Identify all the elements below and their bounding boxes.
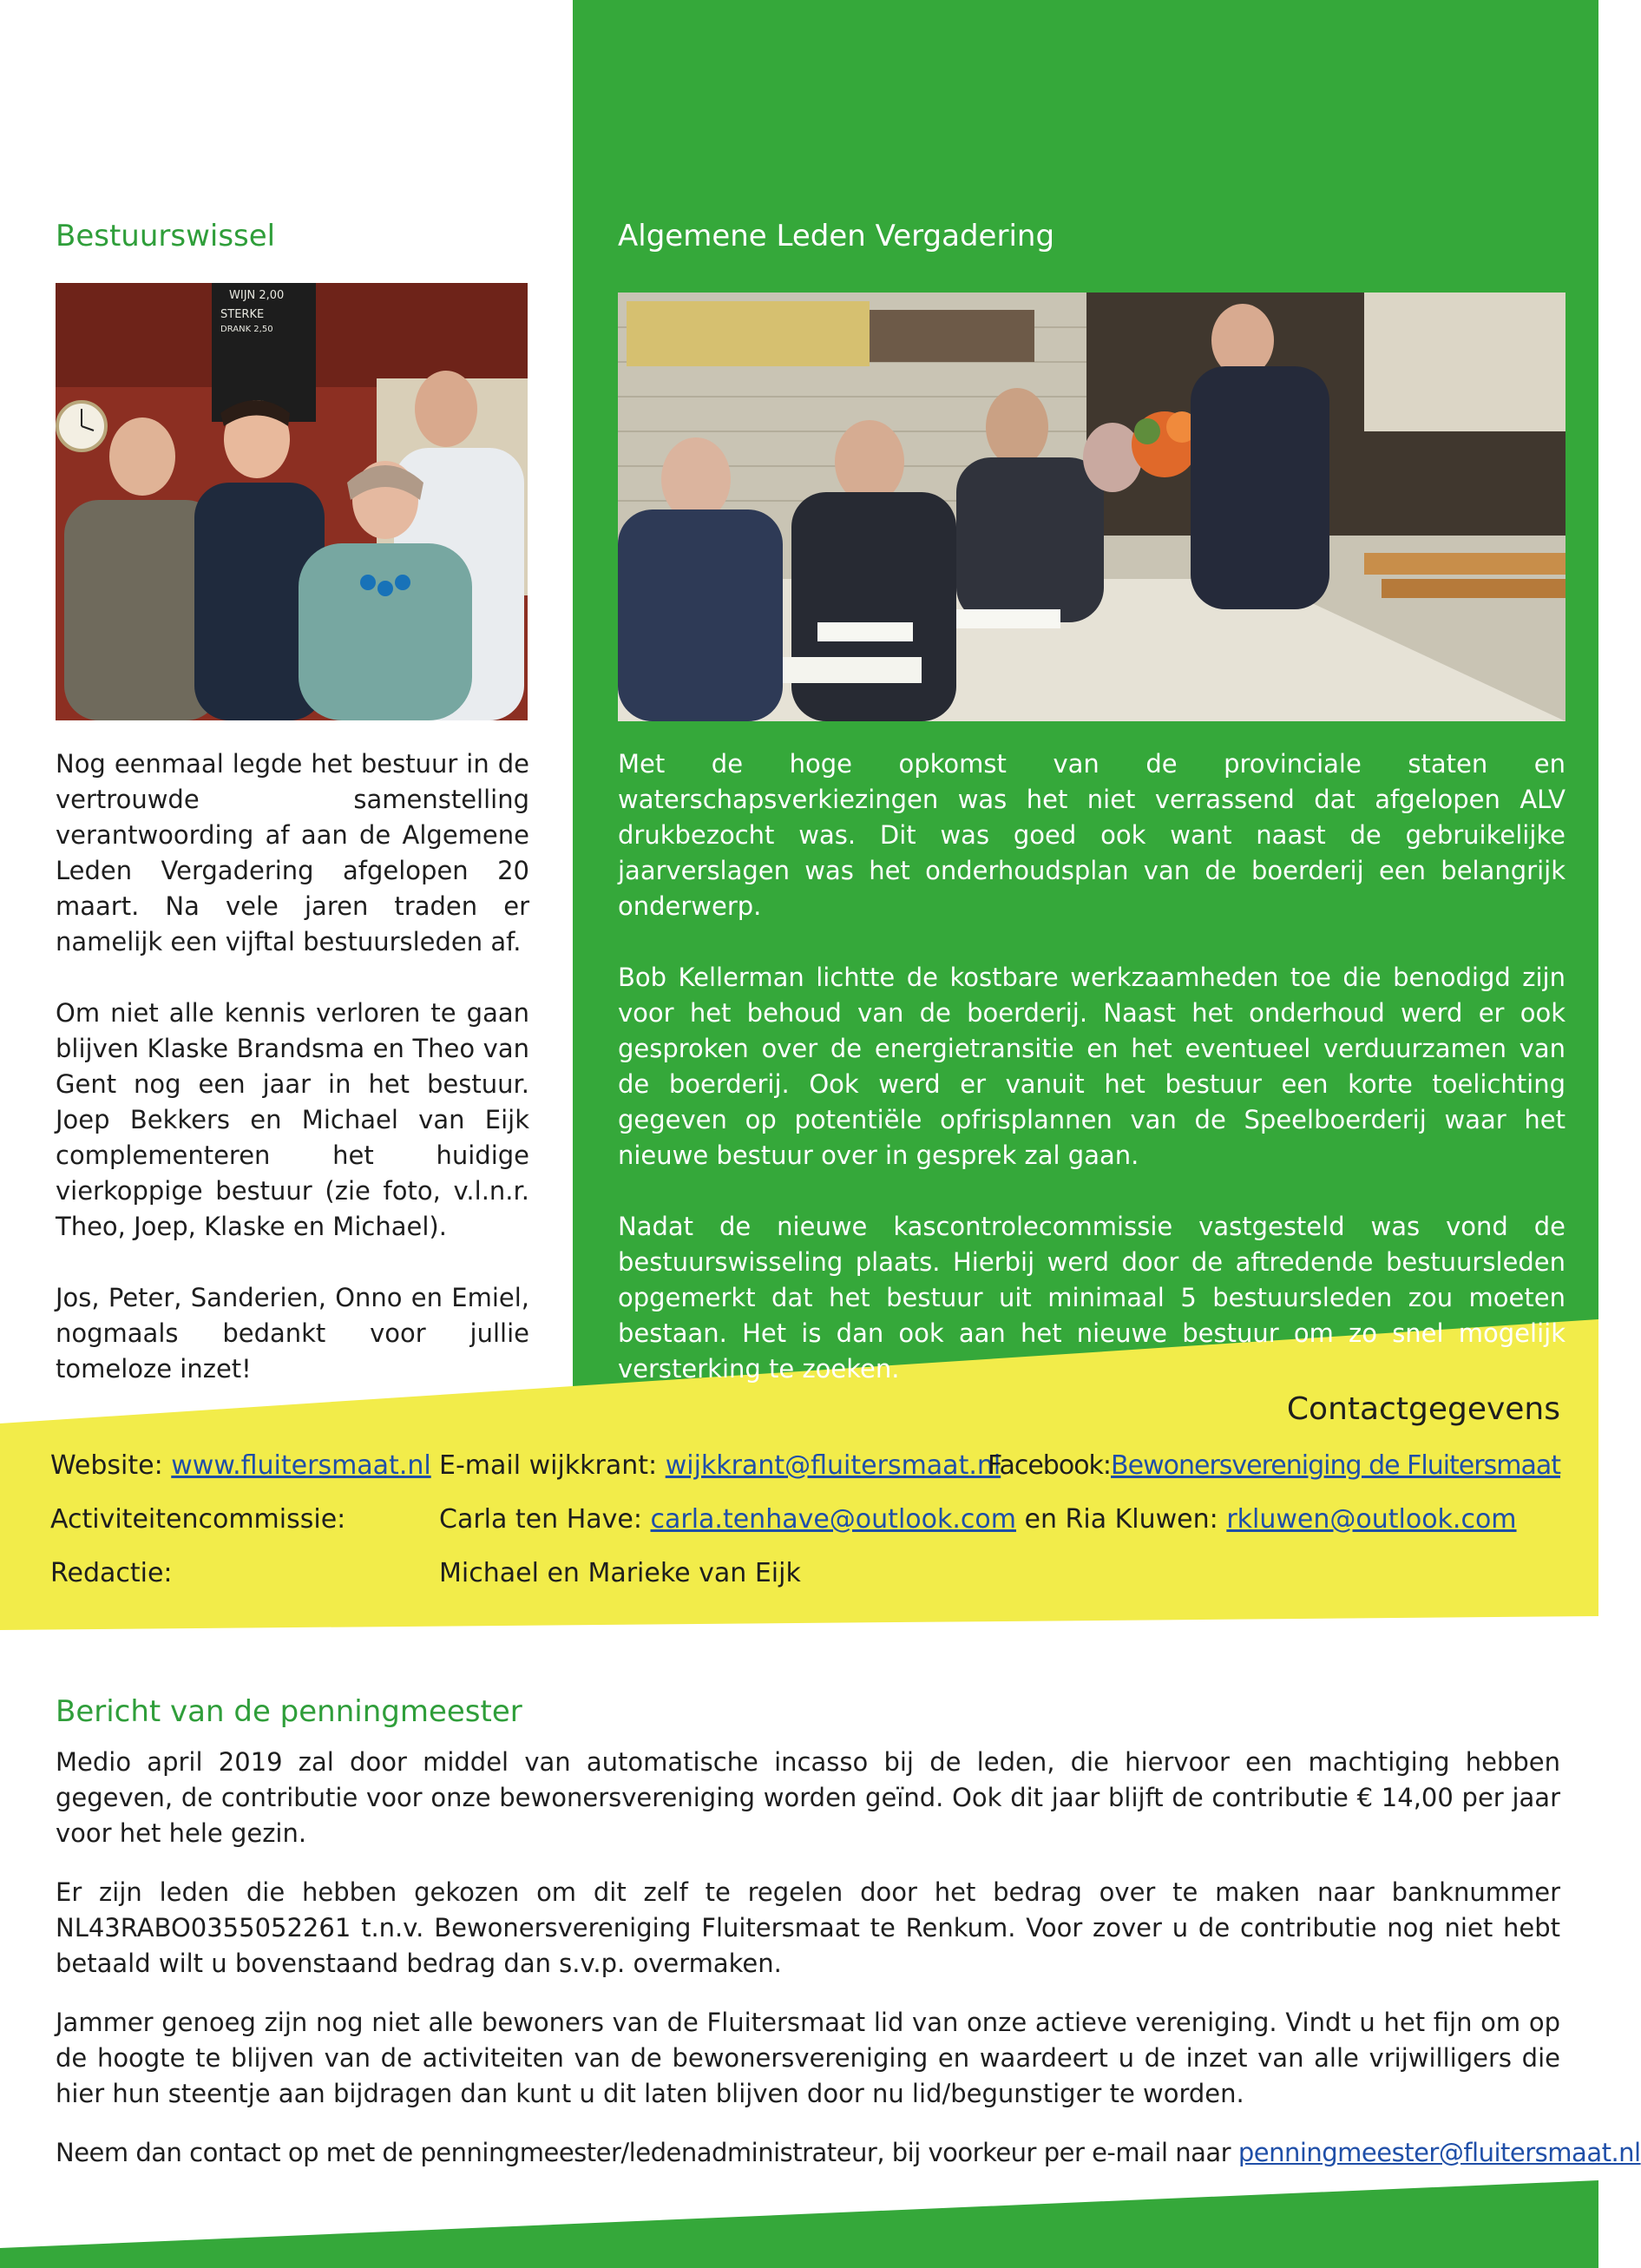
left-paragraph: Om niet alle kennis verloren te gaan blijven Klaske Brandsma en Theo van Gent nog een jaar in het bestuur. Joep Bekkers en Michael van Eijk complementeren het huidige vierkoppige bestuur (zie foto, v.l.n.r. Theo, Joep, Klaske en Michael).: [56, 998, 529, 1241]
activity-contacts: [439, 1504, 1517, 1535]
website-row: [50, 1450, 431, 1481]
treasurer-email-link[interactable]: penningmeester@fluitersmaat.nl: [1237, 2138, 1641, 2167]
treasurer-paragraph: Jammer genoeg zijn nog niet alle bewoners van de Fluitersmaat lid van onze actieve vereniging. Vindt u het fijn om op de hoogte te blijven van de activiteiten van de bewonersvereniging en waardeert u de inzet van alle vrijwilligers die hier hun steentje aan bijdragen dan kunt u dit laten blijven door nu lid/begunstiger te worden.: [56, 2008, 1560, 2108]
alv-body: [618, 746, 1566, 1423]
redactie-value: Michael en Marieke van Eijk: [439, 1558, 801, 1588]
treasurer-contact-line: [56, 2135, 1641, 2171]
treasurer-heading: Bericht van de penningmeester: [56, 1694, 522, 1729]
left-paragraph: Nog eenmaal legde het bestuur in de vertrouwde samenstelling verantwoording af aan de Algemene Leden Vergadering afgelopen 20 maart. Na vele jaren traden er namelijk een vijftal bestuursleden af.: [56, 749, 529, 957]
email-link[interactable]: wijkkrant@fluitersmaat.nl: [665, 1450, 1001, 1481]
email-label: E-mail wijkkrant:: [439, 1450, 658, 1481]
treasurer-paragraph: Er zijn leden die hebben gekozen om dit zelf te regelen door het bedrag over te maken naar banknummer NL43RABO0355052261 t.n.v. Bewonersvereniging Fluitersmaat te Renkum. Voor zover u de contributie nog niet hebt betaald wilt u bovenstaand bedrag dan s.v.p. overmaken.: [56, 1877, 1560, 1978]
treasurer-body: [56, 1745, 1641, 2194]
website-label: Website:: [50, 1450, 163, 1481]
board-line-1: WIJN 2,00: [229, 289, 285, 302]
carla-link[interactable]: carla.tenhave@outlook.com: [650, 1504, 1016, 1535]
left-paragraph: Jos, Peter, Sanderien, Onno en Emiel, nogmaals bedankt voor jullie tomeloze inzet!: [56, 1283, 529, 1384]
alv-heading: Algemene Leden Vergadering: [618, 219, 1055, 253]
facebook-row: [988, 1450, 1560, 1481]
treasurer-paragraph: Medio april 2019 zal door middel van automatische incasso bij de leden, die hiervoor een machtiging hebben gegeven, de contributie voor onze bewonersvereniging worden geïnd. Ook dit jaar blijft de contributie € 14,00 per jaar voor het hele gezin.: [56, 1747, 1560, 1848]
ria-link[interactable]: rkluwen@outlook.com: [1226, 1504, 1517, 1535]
right-paragraph: Nadat de nieuwe kascontrolecommissie vastgesteld was vond de bestuurswisseling plaats. Hierbij werd door de aftredende bestuursleden opgemerkt dat het bestuur uit minimaal 5 bestuursleden zou moeten bestaan. Het is dan ook aan het nieuwe bestuur om zo snel mogelijk versterking te zoeken.: [618, 1212, 1566, 1384]
treasurer-contact-text: Neem dan contact op met de penningmeester/ledenadministrateur, bij voorkeur per e-mail naar: [56, 2138, 1238, 2167]
activity-label: Activiteitencommissie:: [50, 1504, 346, 1535]
board-line-2: STERKE: [220, 308, 265, 321]
email-row: [439, 1450, 1001, 1481]
facebook-label: Facebook:: [987, 1450, 1112, 1481]
redactie-label: Redactie:: [50, 1558, 173, 1588]
bestuurswissel-body: [56, 746, 529, 1423]
bestuurswissel-heading: Bestuurswissel: [56, 219, 276, 253]
board-line-3: DRANK 2,50: [220, 325, 273, 334]
contact-title: Contactgegevens: [1286, 1391, 1560, 1427]
ria-label: en Ria Kluwen:: [1024, 1504, 1218, 1535]
website-link[interactable]: www.fluitersmaat.nl: [171, 1450, 431, 1481]
right-paragraph: Bob Kellerman lichtte de kostbare werkzaamheden toe die benodigd zijn voor het behoud van de boerderij. Naast het onderhoud werd er ook gesproken over de energietransitie en het eventueel verduurzamen van de boerderij. Ook werd er vanuit het bestuur een korte toelichting gegeven op potentiële opfrisplannen van de Speelboerderij waar het nieuwe bestuur over in gesprek zal gaan.: [618, 963, 1566, 1170]
alv-photo: [618, 293, 1566, 721]
right-paragraph: Met de hoge opkomst van de provinciale staten en waterschapsverkiezingen was het niet verrassend dat afgelopen ALV drukbezocht was. Dit was goed ook want naast de gebruikelijke jaarverslagen was het onderhoudsplan van de boerderij een belangrijk onderwerp.: [618, 749, 1566, 921]
facebook-link[interactable]: Bewonersvereniging de Fluitersmaat: [1111, 1450, 1560, 1481]
board-photo: [56, 283, 528, 720]
carla-label: Carla ten Have:: [439, 1504, 642, 1535]
